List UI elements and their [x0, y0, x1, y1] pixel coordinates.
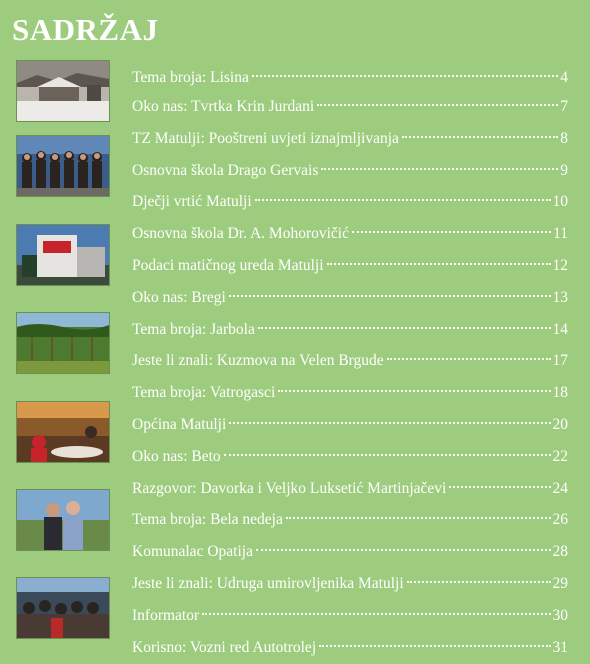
toc-entry-title: Jeste li znali: Udruga umirovljenika Matulji: [132, 575, 404, 592]
toc-entry-page: 26: [552, 511, 568, 528]
toc-entry[interactable]: [132, 600, 568, 624]
toc-entry-title: Dječji vrtić Matulji: [132, 193, 252, 210]
toc-entry[interactable]: [132, 632, 568, 656]
toc-entry-page: 30: [552, 607, 568, 624]
dot-leader: [327, 250, 551, 270]
toc-entry[interactable]: [132, 314, 568, 338]
toc-entry-page: 8: [560, 130, 568, 147]
toc-entry-title: Oko nas: Tvrtka Krin Jurdani: [132, 98, 315, 115]
dot-leader: [319, 632, 550, 652]
dot-leader: [229, 409, 550, 429]
toc-entry-title: Osnovna škola Drago Gervais: [132, 162, 319, 179]
group-of-students-photo: [16, 135, 110, 197]
dot-leader: [224, 441, 551, 461]
dot-leader: [258, 314, 551, 334]
dot-leader: [317, 91, 558, 111]
toc-entry[interactable]: [132, 441, 568, 465]
dot-leader: [252, 62, 558, 82]
toc-entry-page: 17: [552, 352, 568, 369]
toc-entry-title: Tema broja: Bela nedeja: [132, 511, 283, 528]
toc-entry-title: Osnovna škola Dr. A. Mohorovičić: [132, 225, 349, 242]
restaurant-interior-photo: [16, 401, 110, 463]
toc-entry-page: 7: [560, 98, 568, 115]
dot-leader: [402, 123, 558, 143]
page-title: SADRŽAJ: [12, 12, 159, 47]
dot-leader: [407, 568, 551, 588]
toc-entry-title: Tema broja: Vatrogasci: [132, 384, 276, 401]
dot-leader: [255, 186, 551, 206]
dot-leader: [387, 345, 551, 365]
toc-entry-title: Jeste li znali: Kuzmova na Velen Brgude: [132, 352, 384, 369]
toc-entry[interactable]: [132, 155, 568, 179]
toc-entry-title: Komunalac Opatija: [132, 543, 253, 560]
toc-entry-title: TZ Matulji: Pooštreni uvjeti iznajmljivanja: [132, 130, 399, 147]
toc-entry-page: 10: [552, 193, 568, 210]
dot-leader: [352, 218, 551, 238]
toc-entry-page: 11: [553, 225, 568, 242]
toc-entry[interactable]: [132, 377, 568, 401]
toc-entry-title: Razgovor: Davorka i Veljko Luksetić Martinjačevi: [132, 480, 447, 497]
dot-leader: [202, 600, 550, 620]
couple-portrait-photo: [16, 489, 110, 551]
toc-entry[interactable]: [132, 186, 568, 210]
toc-entry-page: 13: [552, 289, 568, 306]
toc-entry-page: 28: [552, 543, 568, 560]
toc-entry[interactable]: [132, 91, 568, 115]
toc-entry-title: Tema broja: Lisina: [132, 69, 249, 86]
dot-leader: [286, 504, 551, 524]
dot-leader: [449, 473, 550, 493]
toc-entry-title: Korisno: Vozni red Autotrolej: [132, 639, 317, 656]
toc-entry-title: Oko nas: Bregi: [132, 289, 226, 306]
toc-entry[interactable]: [132, 568, 568, 592]
toc-entry-title: Informator: [132, 607, 200, 624]
toc-entry-page: 29: [552, 575, 568, 592]
toc-entry-title: Tema broja: Jarbola: [132, 321, 255, 338]
dot-leader: [229, 282, 551, 302]
toc-entry[interactable]: [132, 218, 568, 242]
toc-entry[interactable]: [132, 282, 568, 306]
toc-entry[interactable]: [132, 473, 568, 497]
vineyard-photo: [16, 312, 110, 374]
toc-entry[interactable]: [132, 123, 568, 147]
toc-entry-page: 22: [552, 448, 568, 465]
toc-entry-page: 31: [552, 639, 568, 656]
building-sign-photo: [16, 224, 110, 286]
toc-entry-page: 4: [560, 69, 568, 86]
dot-leader: [256, 536, 551, 556]
toc-entry[interactable]: [132, 504, 568, 528]
toc-entry-page: 18: [552, 384, 568, 401]
toc-entry[interactable]: [132, 409, 568, 433]
crowd-outdoors-photo: [16, 577, 110, 639]
toc-entry-title: Oko nas: Beto: [132, 448, 221, 465]
toc-entry-title: Podaci matičnog ureda Matulji: [132, 257, 324, 274]
toc-entry[interactable]: [132, 250, 568, 274]
dot-leader: [278, 377, 550, 397]
toc-entry-page: 20: [552, 416, 568, 433]
toc-entry[interactable]: [132, 536, 568, 560]
toc-entry[interactable]: [132, 62, 568, 86]
toc-entry-title: Općina Matulji: [132, 416, 227, 433]
dot-leader: [321, 155, 558, 175]
toc-entry-page: 14: [552, 321, 568, 338]
snowy-village-photo: [16, 60, 110, 122]
toc-entry-page: 12: [552, 257, 568, 274]
toc-entry[interactable]: [132, 345, 568, 369]
toc-entry-page: 9: [560, 162, 568, 179]
toc-entry-page: 24: [552, 480, 568, 497]
